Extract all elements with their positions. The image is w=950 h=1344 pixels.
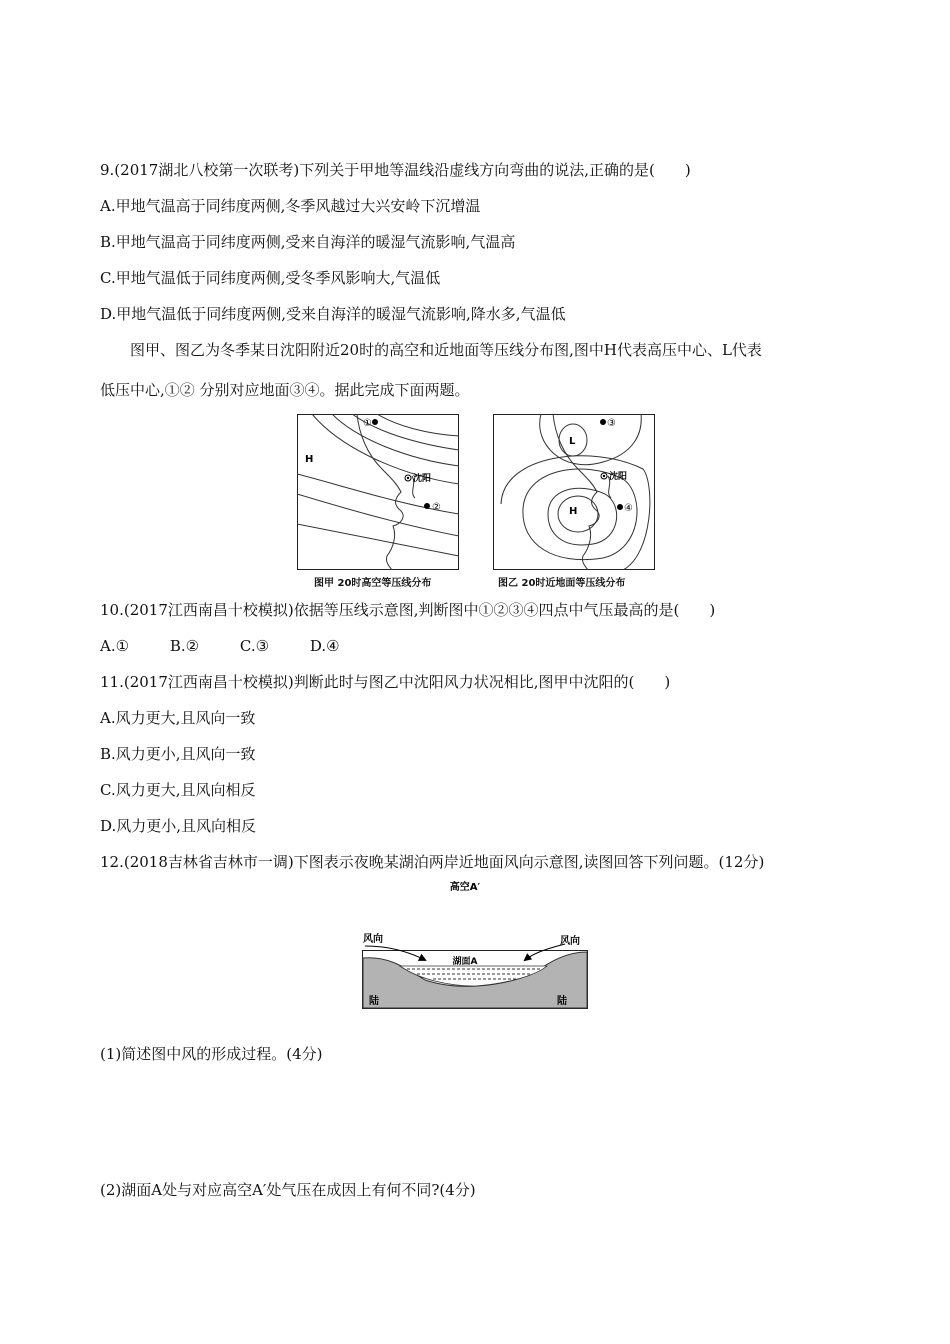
map-a-caption: 图甲 20时高空等压线分布	[314, 578, 432, 589]
q10-option-d: D.④	[309, 637, 340, 655]
q10-option-b: B.②	[169, 637, 200, 655]
q11-option-a: A.风力更大,且风向一致	[100, 709, 256, 727]
q10-option-a: A.①	[100, 637, 130, 655]
q11-stem: 11.(2017江西南昌十校模拟)判断此时与图乙中沈阳风力状况相比,图甲中沈阳的( )	[100, 673, 671, 691]
q9-option-c: C.甲地气温低于同纬度两侧,受冬季风影响大,气温低	[100, 269, 441, 287]
map-a-city-label: 沈阳	[413, 474, 432, 484]
map-b-low-label: L	[569, 436, 576, 447]
land-right-label: 陆	[557, 996, 567, 1007]
q10-stem: 10.(2017江西南昌十校模拟)依据等压线示意图,判断图中①②③④四点中气压最高的是( )	[100, 601, 716, 619]
map-surface-isobars	[493, 414, 655, 570]
q9-stem: 9.(2017湖北八校第一次联考)下列关于甲地等温线沿虚线方向弯曲的说法,正确的是( )	[100, 161, 691, 179]
q11-option-b: B.风力更小,且风向一致	[100, 745, 256, 763]
map-upper-isobars	[297, 414, 459, 570]
q11-option-d: D.风力更小,且风向相反	[100, 817, 257, 835]
intro-line-2: 低压中心,①② 分别对应地面③④。据此完成下面两题。	[100, 381, 470, 399]
q12-stem: 12.(2018吉林省吉林市一调)下图表示夜晚某湖泊两岸近地面风向示意图,读图回答下列问题。(12分)	[100, 853, 765, 871]
q10-option-c: C.③	[239, 637, 270, 655]
intro-line-1: 图甲、图乙为冬季某日沈阳附近20时的高空和近地面等压线分布图,图中H代表高压中心、L代表	[130, 341, 762, 359]
map-b-city-label: 沈阳	[609, 472, 628, 482]
q11-option-c: C.风力更大,且风向相反	[100, 781, 256, 799]
q9-option-a: A.甲地气温高于同纬度两侧,冬季风越过大兴安岭下沉增温	[100, 197, 481, 215]
wind-left-label: 风向	[363, 934, 383, 945]
q10-options	[100, 636, 376, 656]
q12-sub-2: (2)湖面A处与对应高空A′处气压在成因上有何不同?(4分)	[100, 1181, 476, 1199]
q12-sub-1: (1)简述图中风的形成过程。(4分)	[100, 1045, 323, 1063]
map-a-high-label: H	[305, 454, 314, 465]
land-left-label: 陆	[369, 996, 379, 1007]
map-b-point-3: ③	[607, 418, 616, 429]
map-a-point-1: ①	[363, 418, 372, 429]
q9-option-b: B.甲地气温高于同纬度两侧,受来自海洋的暖湿气流影响,气温高	[100, 233, 516, 251]
map-b-point-4: ④	[624, 503, 633, 514]
wind-right-label: 风向	[560, 936, 580, 947]
map-b-high-label: H	[569, 506, 578, 517]
lake-surface-label: 湖面A	[452, 957, 478, 967]
high-altitude-label: 高空A′	[449, 882, 481, 893]
lake-wind-diagram	[355, 880, 595, 1012]
q9-option-d: D.甲地气温低于同纬度两侧,受来自海洋的暖湿气流影响,降水多,气温低	[100, 305, 566, 323]
map-a-point-2: ②	[432, 502, 441, 513]
map-b-caption: 图乙 20时近地面等压线分布	[498, 578, 626, 589]
